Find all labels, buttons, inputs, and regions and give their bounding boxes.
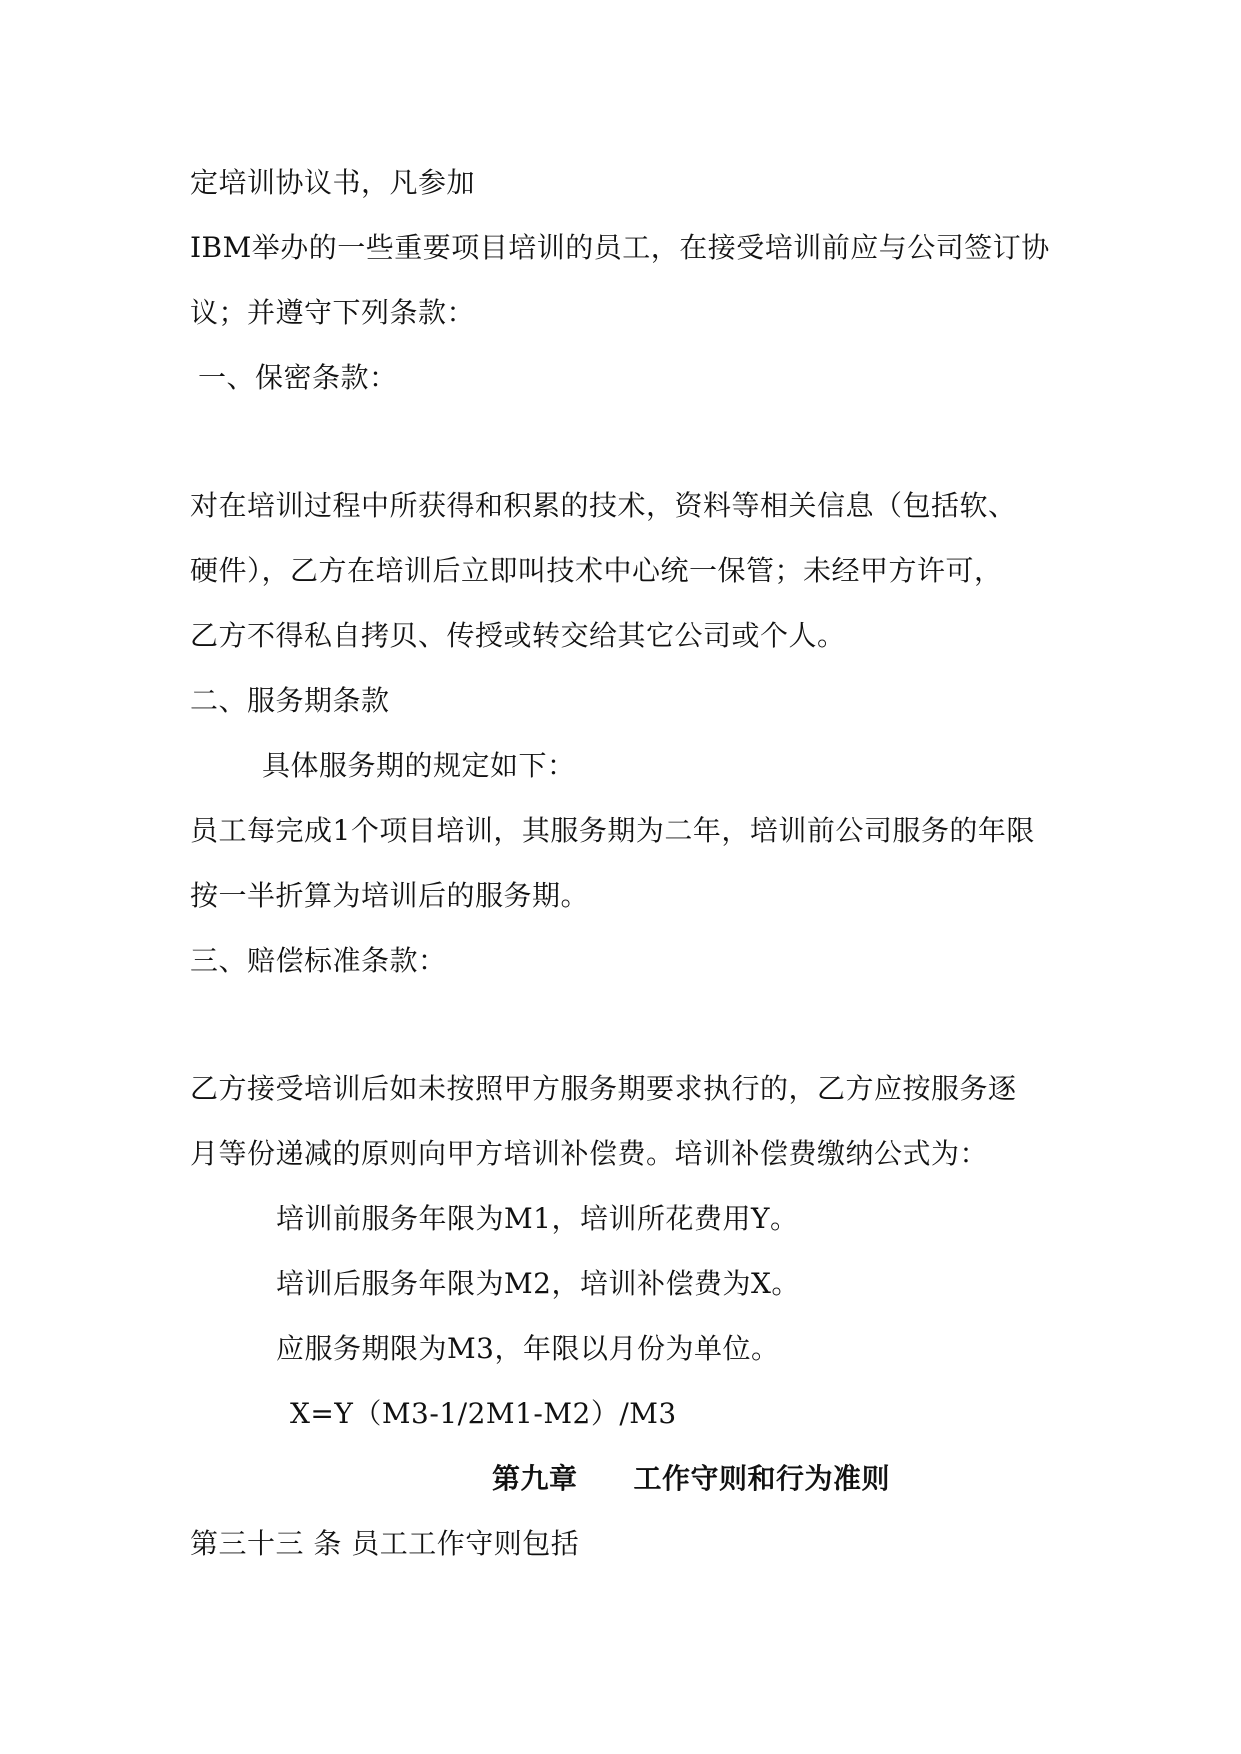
- article-line: 第三十三 条 员工工作守则包括: [190, 1527, 580, 1560]
- paragraph-line: 对在培训过程中所获得和积累的技术，资料等相关信息（包括软、: [190, 489, 1017, 522]
- paragraph-line: 具体服务期的规定如下：: [262, 749, 576, 782]
- paragraph-line: IBM举办的一些重要项目培训的员工，在接受培训前应与公司签订协: [190, 231, 1050, 264]
- paragraph-line: 定培训协议书，凡参加: [190, 166, 476, 199]
- formula-line: X=Y（M3-1/2M1-M2）/M3: [290, 1397, 677, 1430]
- section-heading-service-period: 二、服务期条款: [190, 684, 390, 717]
- formula-definition-line: 培训后服务年限为M2，培训补偿费为X。: [276, 1267, 800, 1300]
- paragraph-line: 乙方接受培训后如未按照甲方服务期要求执行的，乙方应按服务逐: [190, 1072, 1017, 1105]
- section-heading-compensation: 三、赔偿标准条款：: [190, 944, 447, 977]
- formula-definition-line: 应服务期限为M3，年限以月份为单位。: [276, 1332, 780, 1365]
- chapter-heading: [492, 1461, 890, 1497]
- paragraph-line: 议；并遵守下列条款：: [190, 296, 476, 329]
- paragraph-line: 员工每完成1个项目培训，其服务期为二年，培训前公司服务的年限: [190, 814, 1035, 847]
- formula-definition-line: 培训前服务年限为M1，培训所花费用Y。: [276, 1202, 799, 1235]
- paragraph-line: 硬件），乙方在培训后立即叫技术中心统一保管；未经甲方许可，: [190, 554, 1003, 587]
- paragraph-line: 乙方不得私自拷贝、传授或转交给其它公司或个人。: [190, 619, 846, 652]
- paragraph-line: 月等份递减的原则向甲方培训补偿费。培训补偿费缴纳公式为：: [190, 1137, 989, 1170]
- chapter-title: 工作守则和行为准则: [633, 1462, 891, 1495]
- paragraph-line: 按一半折算为培训后的服务期。: [190, 879, 590, 912]
- section-heading-confidentiality: 一、保密条款：: [198, 361, 398, 394]
- chapter-number: 第九章: [492, 1462, 578, 1495]
